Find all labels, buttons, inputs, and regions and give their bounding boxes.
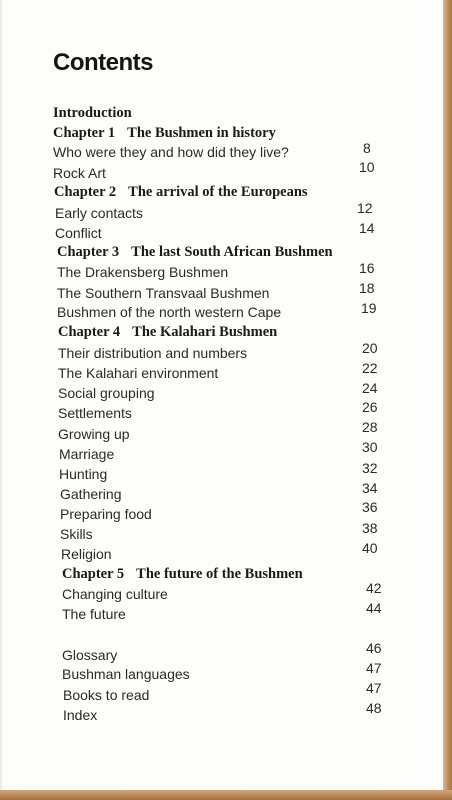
- entry-title: Early contacts: [55, 205, 143, 221]
- toc-entry: [55, 226, 102, 240]
- chapter-title: The last South African Bushmen: [131, 244, 333, 260]
- page-number: 26: [362, 399, 378, 415]
- page-number: 47: [366, 660, 382, 676]
- chapter-title: The future of the Bushmen: [136, 566, 303, 582]
- toc-heading: [54, 185, 308, 200]
- toc-heading: [53, 126, 276, 141]
- entry-title: Preparing food: [60, 506, 152, 522]
- toc-entry: [53, 166, 106, 180]
- chapter-title: The arrival of the Europeans: [128, 184, 308, 200]
- page-number: 32: [362, 460, 378, 476]
- page-number: 28: [362, 419, 378, 435]
- entry-title: Conflict: [55, 225, 102, 241]
- page-number: 48: [366, 700, 382, 716]
- entry-title: The Kalahari environment: [58, 365, 219, 381]
- chapter-title: The Kalahari Bushmen: [132, 324, 278, 340]
- chapter-title: Introduction: [53, 105, 132, 121]
- toc-entry: [57, 286, 269, 300]
- page-number: 10: [359, 159, 375, 175]
- entry-title: Who were they and how did they live?: [53, 144, 289, 160]
- page-number: 22: [362, 360, 378, 376]
- entry-title: Gathering: [60, 486, 122, 502]
- toc-entry: [53, 145, 289, 159]
- entry-title: The Southern Transvaal Bushmen: [57, 285, 270, 301]
- entry-title: Hunting: [59, 466, 108, 482]
- toc-entry: [58, 386, 155, 400]
- page-number: 14: [359, 220, 375, 236]
- entry-title: Settlements: [58, 405, 132, 421]
- page-number: 20: [362, 340, 378, 356]
- entry-title: Religion: [61, 546, 112, 562]
- toc-entry: [63, 708, 97, 722]
- page-number: 19: [361, 300, 377, 316]
- entry-title: Social grouping: [58, 385, 155, 401]
- toc-entry: [57, 265, 228, 279]
- toc-heading: [57, 245, 333, 260]
- toc-entry: [61, 547, 112, 561]
- toc-entry: [57, 305, 281, 319]
- toc-entry: [60, 487, 121, 501]
- toc-heading: [58, 325, 277, 340]
- entry-title: Skills: [60, 526, 93, 542]
- page-number: 42: [366, 580, 382, 596]
- chapter-number: Chapter 5: [62, 566, 125, 582]
- toc-entry: [62, 648, 117, 662]
- entry-title: Index: [63, 707, 98, 723]
- chapter-title: The Bushmen in history: [127, 125, 276, 141]
- entry-title: The Drakensberg Bushmen: [57, 264, 229, 280]
- entry-title: The future: [62, 606, 126, 622]
- page-number: 18: [359, 280, 375, 296]
- toc-heading: [53, 106, 132, 121]
- page-number: 16: [359, 260, 375, 276]
- toc-entry: [58, 366, 218, 380]
- entry-title: Bushmen of the north western Cape: [57, 304, 282, 320]
- toc-entry: [60, 507, 152, 521]
- page-number: 34: [362, 480, 378, 496]
- entry-title: Their distribution and numbers: [58, 345, 248, 361]
- chapter-number: Chapter 2: [54, 184, 117, 200]
- toc-entry: [62, 667, 190, 681]
- page-number: 12: [357, 200, 373, 216]
- entry-title: Books to read: [63, 687, 150, 703]
- toc-entry: [59, 447, 114, 461]
- page-title: Contents: [53, 49, 153, 76]
- page-number: 30: [362, 439, 378, 455]
- chapter-number: Chapter 1: [53, 125, 116, 141]
- page-number: 36: [362, 499, 378, 515]
- toc-entry: [62, 587, 168, 601]
- entry-title: Changing culture: [62, 586, 168, 602]
- toc-heading: [62, 567, 303, 582]
- toc-entry: [58, 427, 130, 441]
- toc-entry: [59, 467, 107, 481]
- toc-entry: [58, 406, 132, 420]
- page-number: 44: [366, 600, 382, 616]
- toc-entry: [55, 206, 143, 220]
- toc-entry: [58, 346, 247, 360]
- page-number: 8: [363, 140, 371, 156]
- entry-title: Bushman languages: [62, 666, 190, 682]
- page-number: 47: [366, 680, 382, 696]
- page-number: 38: [362, 520, 378, 536]
- entry-title: Growing up: [58, 426, 130, 442]
- entry-title: Glossary: [62, 647, 118, 663]
- toc-entry: [60, 527, 93, 541]
- entry-title: Marriage: [59, 446, 115, 462]
- page-number: 40: [362, 540, 378, 556]
- toc-entry: [62, 607, 126, 621]
- page-number: 46: [366, 640, 382, 656]
- entry-title: Rock Art: [53, 165, 106, 181]
- page-number: 24: [362, 380, 378, 396]
- toc-entry: [63, 688, 149, 702]
- chapter-number: Chapter 4: [58, 324, 121, 340]
- chapter-number: Chapter 3: [57, 244, 120, 260]
